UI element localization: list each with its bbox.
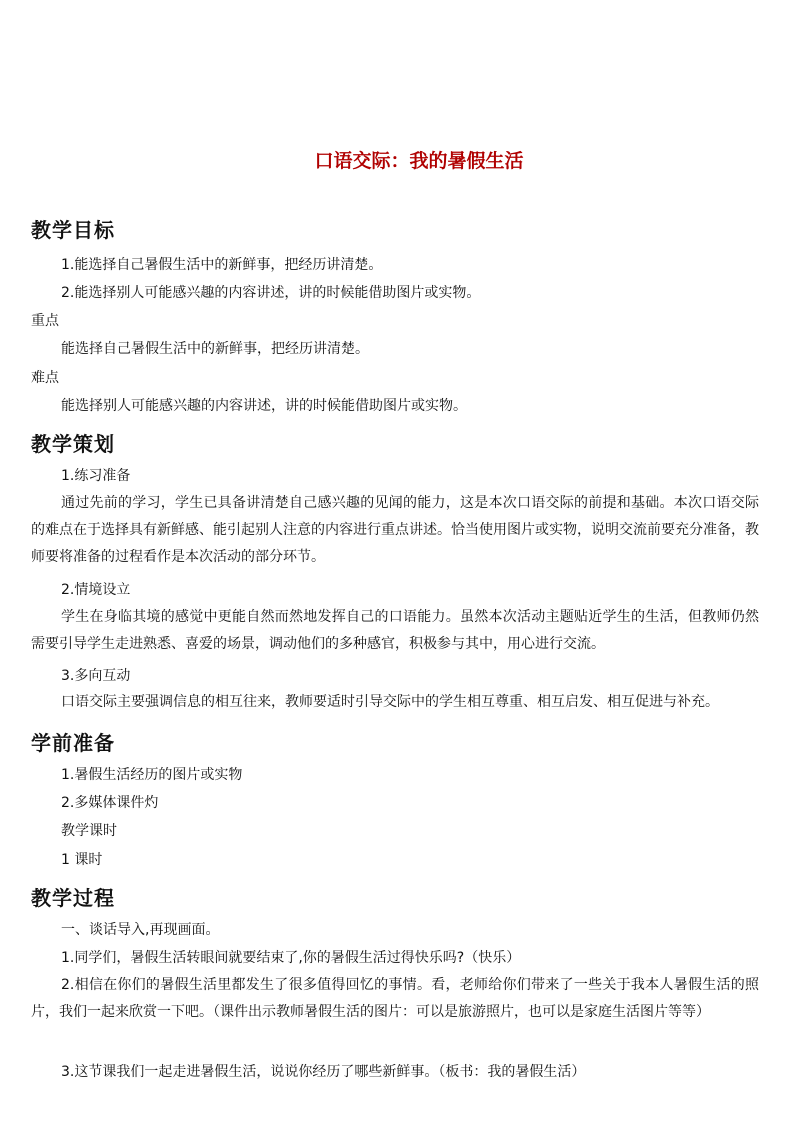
key-point-label: 重点: [31, 313, 59, 329]
section-heading-strategy: 教学策划: [31, 432, 115, 456]
process-step-1: 一、谈话导入,再现画面。: [61, 922, 220, 938]
class-hours-value: 1 课时: [61, 852, 103, 868]
process-line-1: 1.同学们，暑假生活转眼间就要结束了,你的暑假生活过得快乐吗?（快乐）: [61, 950, 521, 966]
section-heading-preparation: 学前准备: [31, 731, 115, 755]
section-heading-goals: 教学目标: [31, 218, 115, 242]
strategy-item-3-text: 口语交际主要强调信息的相互往来，教师要适时引导交际中的学生相互尊重、相互启发、相互促进与补充。: [61, 694, 719, 710]
difficulty-text: 能选择别人可能感兴趣的内容讲述，讲的时候能借助图片或实物。: [61, 398, 467, 414]
section-heading-process: 教学过程: [31, 886, 115, 910]
process-line-3: 3.这节课我们一起走进暑假生活，说说你经历了哪些新鲜事。（板书：我的暑假生活）: [61, 1064, 586, 1080]
strategy-item-2-text: 学生在身临其境的感觉中更能自然而然地发挥自己的口语能力。虽然本次活动主题贴近学生的生活，但教师仍然需要引导学生走进熟悉、喜爱的场景，调动他们的多种感官，积极参与其中，用心进行交流。: [31, 609, 759, 652]
preparation-item-1: 1.暑假生活经历的图片或实物: [61, 767, 243, 783]
goal-item-1: 1.能选择自己暑假生活中的新鲜事，把经历讲清楚。: [61, 257, 383, 273]
document-title: 口语交际：我的暑假生活: [314, 150, 524, 172]
strategy-item-2-title: 2.情境设立: [61, 582, 131, 598]
strategy-item-1-title: 1.练习准备: [61, 468, 131, 484]
goal-item-2: 2.能选择别人可能感兴趣的内容讲述，讲的时候能借助图片或实物。: [61, 285, 481, 301]
difficulty-label: 难点: [31, 370, 59, 386]
strategy-item-1-text: 通过先前的学习，学生已具备讲清楚自己感兴趣的见闻的能力，这是本次口语交际的前提和基础。本次口语交际的难点在于选择具有新鲜感、能引起别人注意的内容进行重点讲述。恰当使用图片或实物，说明交流前要充分准备，教师要将准备的过程看作是本次活动的部分环节。: [31, 495, 759, 565]
key-point-text: 能选择自己暑假生活中的新鲜事，把经历讲清楚。: [61, 341, 369, 357]
preparation-item-2: 2.多媒体课件灼: [61, 795, 159, 811]
strategy-item-3-title: 3.多向互动: [61, 668, 131, 684]
class-hours-label: 教学课时: [61, 823, 117, 839]
process-paragraph-2: 2.相信在你们的暑假生活里都发生了很多值得回忆的事情。看，老师给你们带来了一些关于我本人暑假生活的照片，我们一起来欣赏一下吧。（课件出示教师暑假生活的图片：可以是旅游照片，也可以是家庭生活图片等等）: [31, 977, 759, 1020]
